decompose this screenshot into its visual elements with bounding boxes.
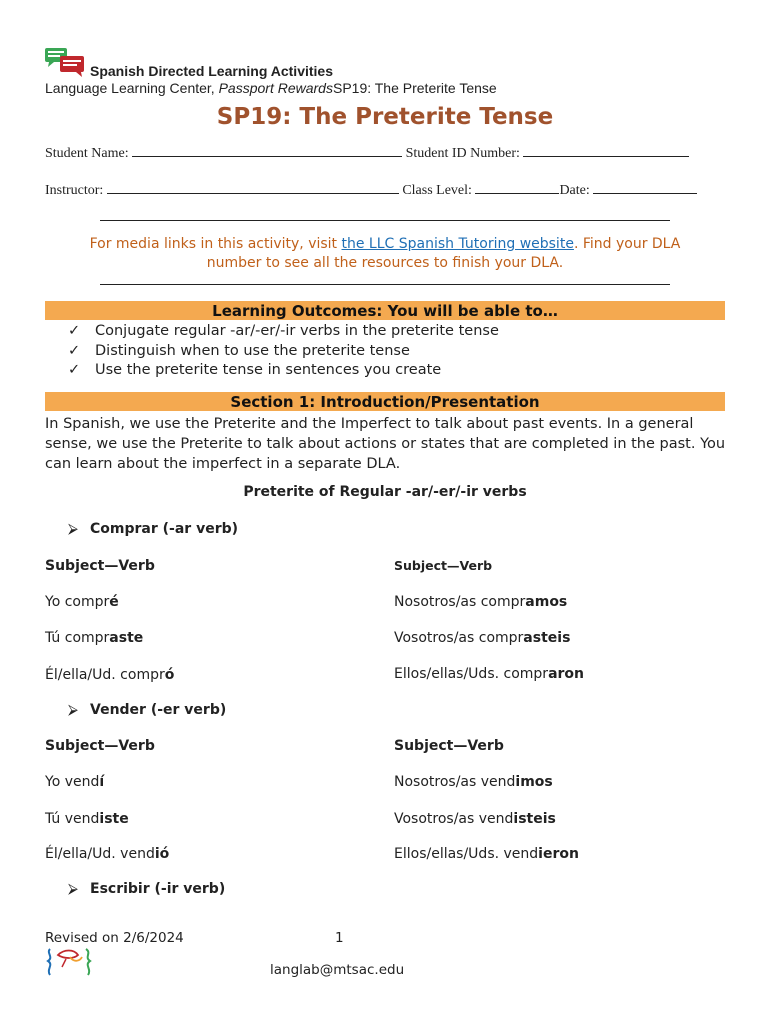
conjugation-cell	[394, 774, 553, 790]
outcome-text: Conjugate regular -ar/-er/-ir verbs in the preterite tense	[95, 323, 499, 339]
outcome-item	[68, 342, 410, 361]
conjugation-cell	[394, 811, 556, 827]
divider-bottom	[100, 284, 670, 285]
page-title: SP19: The Preterite Tense	[216, 104, 554, 130]
verb-heading-vender	[68, 702, 226, 718]
outcome-text: Distinguish when to use the preterite tense	[95, 343, 410, 359]
student-id-field[interactable]	[523, 144, 689, 157]
verb-heading-text: Escribir (-ir verb)	[90, 881, 226, 897]
student-name-label: Student Name:	[45, 146, 129, 161]
class-level-label: Class Level:	[402, 183, 472, 198]
intro-paragraph: In Spanish, we use the Preterite and the Imperfect to talk about past events. In a general sense, we use the Preterite to talk about actions or states that are completed in the past. You can learn about the imperfect in a separate DLA.	[45, 416, 726, 472]
ending: ó	[164, 667, 175, 683]
header-title: Spanish Directed Learning Activities	[90, 63, 333, 79]
outcome-item	[68, 361, 441, 380]
ending: ió	[154, 846, 170, 862]
header-subtitle-plain: Language Learning Center,	[45, 80, 219, 96]
form-row-2	[45, 181, 697, 199]
col-header-left: Subject—Verb	[45, 738, 155, 754]
verb-heading-comprar	[68, 521, 238, 537]
verb-heading-escribir	[68, 881, 225, 897]
ending: ieron	[538, 846, 579, 862]
media-note-before: For media links in this activity, visit	[89, 236, 342, 252]
verbs-heading: Preterite of Regular -ar/-er/-ir verbs	[243, 484, 527, 500]
ending: asteis	[523, 630, 571, 646]
stem: Ellos/ellas/Uds. compr	[394, 666, 549, 682]
stem: Vosotros/as vend	[394, 811, 514, 827]
conjugation-cell	[45, 594, 119, 610]
conjugation-cell	[45, 811, 129, 827]
header-subtitle-italic: Passport Rewards	[218, 80, 333, 96]
col-header-right: Subject—Verb	[394, 558, 493, 573]
date-label: Date:	[559, 183, 590, 198]
conjugation-cell	[45, 846, 169, 862]
stem: Tú vend	[45, 811, 100, 827]
student-id-label: Student ID Number:	[405, 146, 520, 161]
ending: aste	[109, 630, 144, 646]
llc-tutoring-link[interactable]: the LLC Spanish Tutoring website	[341, 236, 574, 252]
student-name-field[interactable]	[132, 144, 402, 157]
stem: Él/ella/Ud. vend	[45, 846, 155, 862]
outcome-item	[68, 322, 499, 341]
date-field[interactable]	[593, 181, 697, 194]
instructor-label: Instructor:	[45, 183, 104, 198]
ending: isteis	[513, 811, 556, 827]
conjugation-cell	[45, 667, 174, 683]
media-note	[80, 235, 690, 273]
section-1-heading: Section 1: Introduction/Presentation	[45, 392, 725, 411]
verb-heading-text: Comprar (-ar verb)	[90, 521, 239, 537]
conjugation-cell	[394, 846, 579, 862]
chat-bubbles-logo	[44, 46, 88, 78]
stem: Nosotros/as vend	[394, 774, 516, 790]
ending: imos	[515, 774, 553, 790]
header-subtitle	[45, 80, 497, 96]
arrow-bullet-icon: ⮚	[68, 881, 78, 897]
learning-outcomes-heading: Learning Outcomes: You will be able to…	[45, 301, 725, 320]
header-subtitle-tail: SP19: The Preterite Tense	[332, 80, 497, 96]
ending: amos	[525, 594, 568, 610]
media-note-after: . Find your DLA number to see all the resources to finish your DLA.	[206, 236, 681, 271]
ending: aron	[548, 666, 584, 682]
conjugation-cell	[394, 666, 584, 682]
ending: é	[109, 594, 119, 610]
check-icon: ✓	[68, 343, 81, 359]
col-header-right: Subject—Verb	[394, 738, 504, 754]
ending: iste	[99, 811, 129, 827]
outcome-text: Use the preterite tense in sentences you create	[95, 362, 442, 378]
col-header-left: Subject—Verb	[45, 558, 155, 574]
check-icon: ✓	[68, 362, 81, 378]
arrow-bullet-icon: ⮚	[68, 702, 78, 718]
stem: Ellos/ellas/Uds. vend	[394, 846, 539, 862]
contact-email: langlab@mtsac.edu	[270, 962, 405, 978]
form-row-1	[45, 144, 689, 162]
stem: Yo compr	[45, 594, 110, 610]
instructor-field[interactable]	[107, 181, 399, 194]
stem: Vosotros/as compr	[394, 630, 524, 646]
llc-footer-logo	[44, 945, 100, 979]
conjugation-cell	[394, 594, 567, 610]
class-level-field[interactable]	[475, 181, 559, 194]
conjugation-cell	[45, 774, 104, 790]
conjugation-cell	[45, 630, 143, 646]
stem: Él/ella/Ud. compr	[45, 667, 165, 683]
conjugation-cell	[394, 630, 570, 646]
ending: í	[99, 774, 105, 790]
arrow-bullet-icon: ⮚	[68, 521, 78, 537]
stem: Tú compr	[45, 630, 110, 646]
divider-top	[100, 220, 670, 221]
stem: Yo vend	[45, 774, 100, 790]
check-icon: ✓	[68, 323, 81, 339]
verb-heading-text: Vender (-er verb)	[90, 702, 227, 718]
page-number: 1	[335, 930, 344, 946]
revised-date: Revised on 2/6/2024	[45, 930, 184, 946]
stem: Nosotros/as compr	[394, 594, 526, 610]
